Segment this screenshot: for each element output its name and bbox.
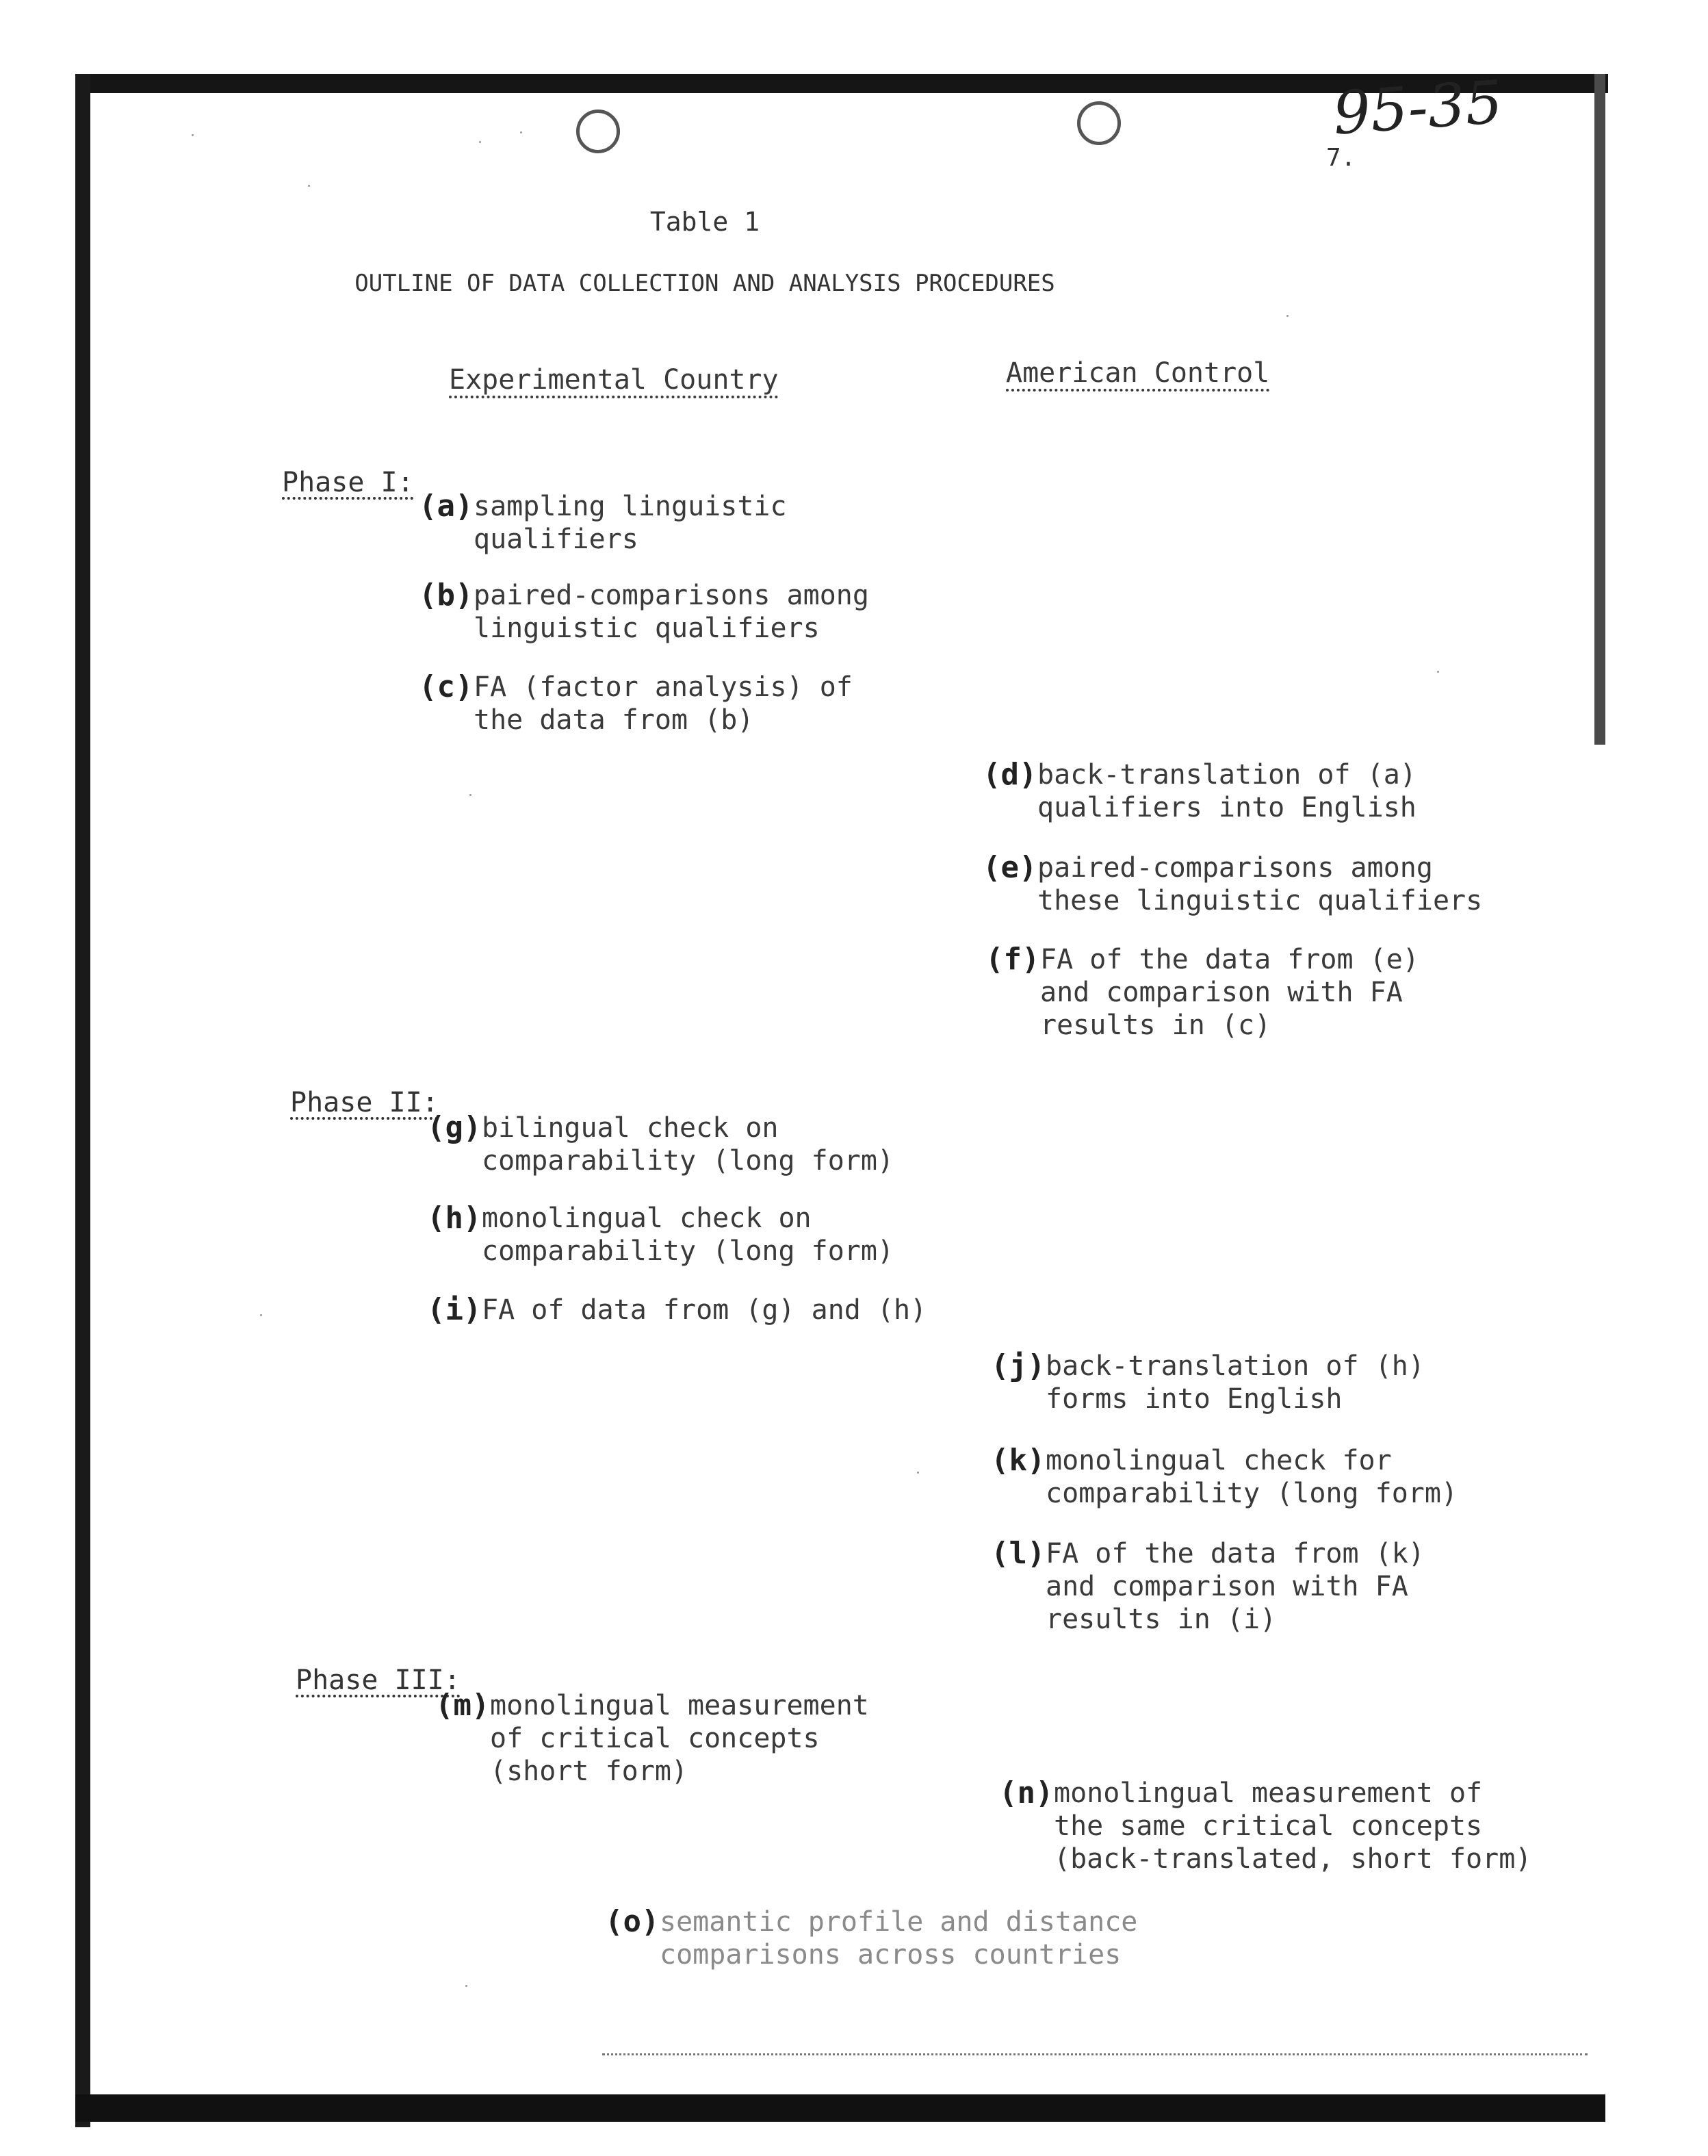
item-g — [427, 1112, 894, 1177]
item-o-label: (o) — [605, 1904, 660, 1939]
item-i-label: (i) — [427, 1292, 482, 1327]
item-g-label: (g) — [427, 1110, 482, 1145]
scan-speck — [520, 131, 522, 133]
column-header-experimental: Experimental Country — [449, 364, 779, 396]
item-l — [991, 1537, 1425, 1636]
item-a-label: (a) — [419, 489, 474, 524]
item-f-label: (f) — [985, 942, 1040, 977]
scan-speck — [1286, 315, 1289, 317]
item-l-label: (l) — [991, 1536, 1046, 1571]
scan-speck — [308, 185, 310, 187]
item-c-label: (c) — [419, 669, 474, 704]
phase-1-label: Phase I: — [282, 467, 414, 498]
item-b-label: (b) — [419, 578, 474, 613]
item-k — [991, 1444, 1458, 1510]
table-label: Table 1 — [649, 207, 760, 237]
item-m — [435, 1689, 869, 1788]
item-a — [419, 490, 787, 556]
handwritten-number: 95-35 — [1330, 68, 1505, 149]
item-n-text: monolingual measurement of the same critical concepts (back-translated, short form) — [1054, 1778, 1532, 1875]
item-h-text: monolingual check on comparability (long form) — [482, 1203, 894, 1267]
item-g-text: bilingual check on comparability (long form) — [482, 1112, 894, 1177]
item-e — [983, 851, 1482, 917]
item-j-text: back-translation of (h) forms into English — [1046, 1350, 1425, 1415]
item-b-text: paired-comparisons among linguistic qualifiers — [474, 580, 869, 644]
punch-hole-left-icon — [576, 110, 620, 153]
scan-border-left — [75, 74, 90, 2127]
item-c-text: FA (factor analysis) of the data from (b) — [474, 671, 853, 736]
phase-2-label: Phase II: — [290, 1087, 439, 1118]
item-h — [427, 1202, 894, 1268]
item-m-label: (m) — [435, 1688, 490, 1723]
scan-speck — [260, 1314, 262, 1316]
item-d-label: (d) — [983, 757, 1037, 792]
item-c — [419, 671, 853, 736]
item-d-text: back-translation of (a) qualifiers into English — [1037, 759, 1416, 823]
scan-speck — [469, 794, 471, 796]
scan-border-bottom — [75, 2094, 1605, 2122]
scan-speck — [465, 1985, 467, 1987]
scan-border-right — [1594, 74, 1605, 745]
item-k-label: (k) — [991, 1443, 1046, 1478]
scan-speck — [1437, 671, 1439, 673]
column-header-american: American Control — [1006, 357, 1270, 389]
scan-speck — [192, 134, 194, 136]
item-a-text: sampling linguistic qualifiers — [474, 491, 787, 555]
scan-speck — [917, 1472, 919, 1474]
item-l-text: FA of the data from (k) and comparison with FA results in (i) — [1046, 1538, 1425, 1635]
item-j-label: (j) — [991, 1348, 1046, 1383]
phase-3-label: Phase III: — [296, 1665, 461, 1696]
item-n — [999, 1777, 1531, 1875]
item-i-text: FA of data from (g) and (h) — [482, 1294, 927, 1326]
item-e-text: paired-comparisons among these linguistic qualifiers — [1037, 852, 1483, 916]
page-number: 7. — [1326, 144, 1356, 172]
item-i — [427, 1294, 927, 1326]
scan-speck — [479, 141, 481, 143]
scan-dotted-line — [602, 2053, 1588, 2057]
item-o-text: semantic profile and distance comparisons across countries — [660, 1906, 1138, 1971]
item-f-text: FA of the data from (e) and comparison with FA results in (c) — [1040, 944, 1419, 1041]
item-e-label: (e) — [983, 850, 1037, 885]
item-j — [991, 1350, 1425, 1415]
item-k-text: monolingual check for comparability (long form) — [1046, 1445, 1458, 1509]
item-m-text: monolingual measurement of critical concepts (short form) — [490, 1690, 869, 1787]
item-f — [985, 943, 1419, 1042]
item-d — [983, 758, 1416, 824]
table-heading: OUTLINE OF DATA COLLECTION AND ANALYSIS PROCEDURES — [354, 270, 1055, 297]
item-o — [605, 1905, 1137, 1971]
item-h-label: (h) — [427, 1201, 482, 1235]
item-n-label: (n) — [999, 1775, 1054, 1810]
punch-hole-right-icon — [1077, 101, 1121, 145]
item-b — [419, 579, 869, 645]
